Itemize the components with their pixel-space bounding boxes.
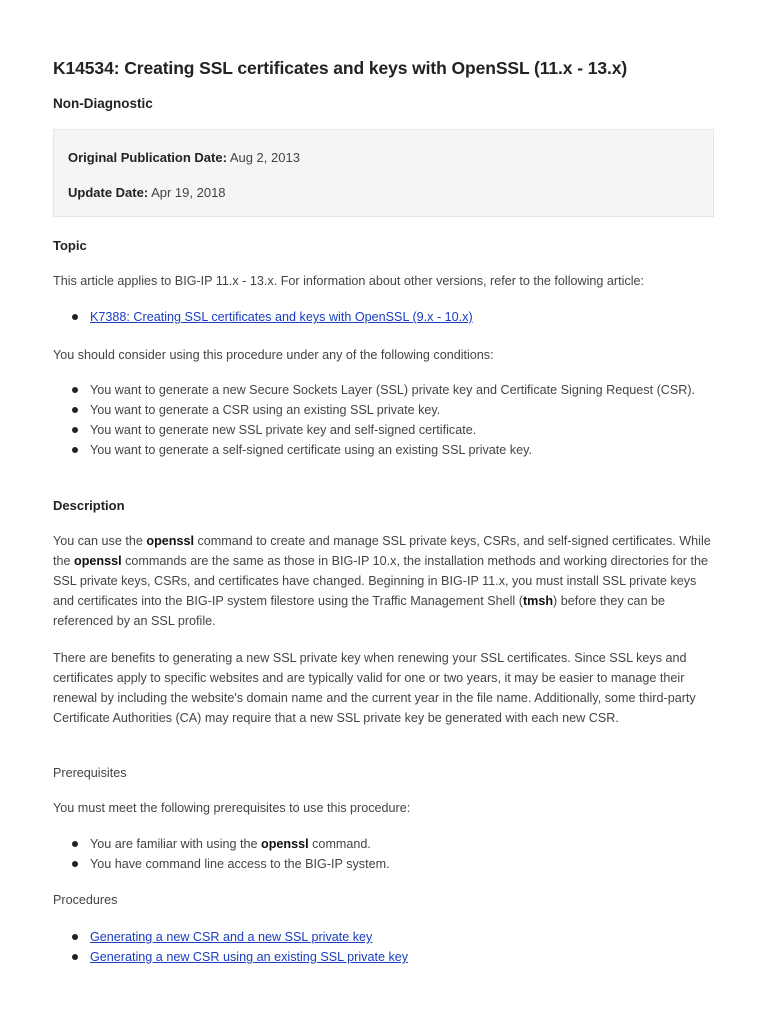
prerequisites-list [53,834,718,874]
procedures-heading: Procedures [53,893,118,907]
bullet-icon [72,387,78,393]
list-item [53,420,718,440]
conditions-intro: You should consider using this procedure under any of the following conditions: [53,348,494,362]
command-tmsh: tmsh [522,594,554,608]
list-item: You are familiar with using the openssl command. [53,834,718,854]
topic-intro: This article applies to BIG-IP 11.x - 13.x. For information about other versions, refer to the following article: [53,274,645,288]
bullet-icon [72,427,78,433]
bullet-icon [72,447,78,453]
related-articles-list [53,307,718,327]
list-item [53,440,718,460]
prerequisites-heading: Prerequisites [53,766,127,780]
bullet-icon [72,861,78,867]
related-article-link[interactable]: K7388: Creating SSL certificates and keys with OpenSSL (9.x - 10.x) [90,310,473,324]
command-openssl: openssl [146,534,194,548]
bullet-icon [72,841,78,847]
article-type: Non-Diagnostic [53,96,153,111]
list-item [53,400,718,420]
list-item [53,854,718,874]
article-dates-box [53,129,714,217]
procedures-list [53,927,718,967]
condition-text: You want to generate a self-signed certificate using an existing SSL private key. [90,443,532,457]
list-item [53,947,718,967]
procedure-link[interactable]: Generating a new CSR using an existing SSL private key [90,950,409,964]
update-date [68,185,226,200]
list-item [53,307,718,327]
command-openssl: openssl [261,837,309,851]
update-date-value: Apr 19, 2018 [148,185,226,200]
condition-text: You want to generate a CSR using an existing SSL private key. [90,403,441,417]
command-openssl: openssl [74,554,122,568]
publication-date [68,150,300,165]
prerequisite-text: You have command line access to the BIG-IP system. [90,857,390,871]
publication-date-value: Aug 2, 2013 [226,150,300,165]
article-title: K14534: Creating SSL certificates and keys with OpenSSL (11.x - 13.x) [53,58,628,78]
condition-text: You want to generate new SSL private key and self-signed certificate. [90,423,477,437]
description-paragraph-1: You can use the openssl command to create and manage SSL private keys, CSRs, and self-signed certificates. While the openssl commands are the same as those in BIG-IP 10.x, the installation methods and working directories for the SSL private keys, CSRs, and certificates have changed. Beginning in BIG-IP 11.x, you must install SSL private keys and certificates into the BIG-IP system filestore using the Traffic Management Shell (tmsh) before they can be referenced by an SSL profile. [53,534,711,628]
procedure-link[interactable]: Generating a new CSR and a new SSL private key [90,930,373,944]
description-heading: Description [53,498,125,513]
conditions-list [53,380,718,460]
bullet-icon [72,314,78,320]
list-item [53,380,718,400]
bullet-icon [72,407,78,413]
bullet-icon [72,954,78,960]
topic-heading: Topic [53,238,87,253]
prerequisites-intro: You must meet the following prerequisites to use this procedure: [53,801,411,815]
list-item [53,927,718,947]
bullet-icon [72,934,78,940]
condition-text: You want to generate a new Secure Sockets Layer (SSL) private key and Certificate Signing Request (CSR). [90,383,696,397]
publication-date-label: Original Publication Date: [68,150,227,165]
description-paragraph-2: There are benefits to generating a new SSL private key when renewing your SSL certificates. Since SSL keys and certificates apply to specific websites and are typically valid for one or two years, it may be easier to manage their renewal by including the website's domain name and the current year in the file name. Additionally, some third-party Certificate Authorities (CA) may require that a new SSL private key be generated with each new CSR. [53,651,696,725]
update-date-label: Update Date: [68,185,149,200]
